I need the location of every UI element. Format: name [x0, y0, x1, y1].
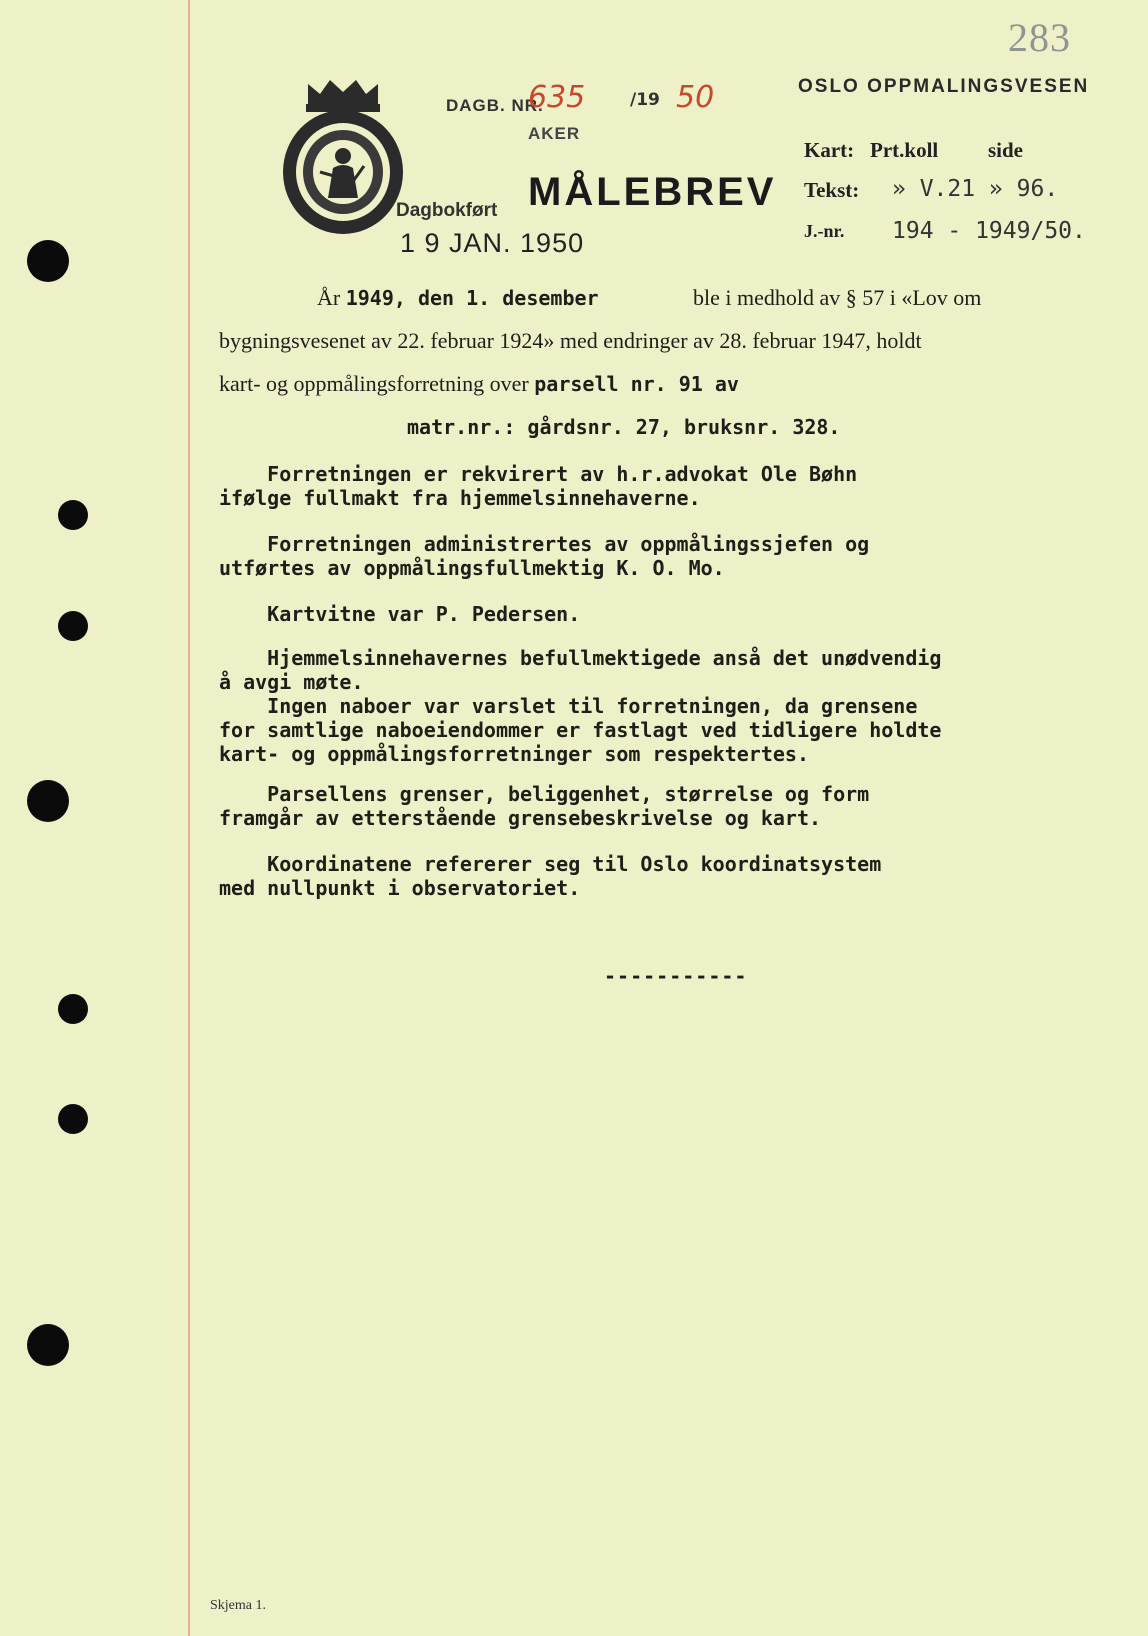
text-line: for samtlige naboeiendommer er fastlagt ved tidligere holdte [219, 718, 942, 742]
intro-line-1 [219, 276, 1079, 319]
dagb-label: DAGB. NR. [446, 96, 544, 115]
kart-value: Prt.koll [870, 138, 939, 162]
dagb-year: 50 [676, 80, 715, 115]
jnr-label: J.-nr. [804, 221, 845, 241]
intro-line-3 [219, 362, 1079, 405]
punch-hole [27, 1324, 69, 1366]
text-line: Kartvitne var P. Pedersen. [219, 602, 581, 626]
dagb-separator: /19 [630, 90, 660, 110]
kart-label: Kart: [804, 138, 855, 162]
text-line: utførtes av oppmålingsfullmektig K. O. Mo. [219, 556, 725, 580]
intro-line-1-rest: ble i medhold av § 57 i «Lov om [693, 285, 982, 310]
paragraph-naboer [219, 646, 1089, 766]
matr-number: matr.nr.: gårdsnr. 27, bruksnr. 328. [407, 415, 841, 439]
paragraph-kartvitne [219, 602, 1089, 626]
paragraph-grenser [219, 782, 1089, 830]
oslo-seal-icon [278, 76, 408, 238]
text-line: Hjemmelsinnehavernes befullmektigede anså det unødvendig [219, 646, 942, 670]
text-line: framgår av etterstående grensebeskrivelse og kart. [219, 806, 822, 830]
document-title: MÅLEBREV [528, 170, 777, 214]
meta-tekst-row [804, 176, 1059, 203]
text-line: Forretningen er rekvirert av h.r.advokat Ole Bøhn [219, 462, 858, 486]
paragraph-koordinater [219, 852, 1089, 900]
intro-line-3-text: kart- og oppmålingsforretning over [219, 371, 535, 396]
intro-paragraph [219, 276, 1079, 448]
intro-line-2: bygningsvesenet av 22. februar 1924» med endringer av 28. februar 1947, holdt [219, 328, 922, 353]
office-name: OSLO OPPMALINGSVESEN [798, 76, 1090, 97]
punch-hole [58, 500, 88, 530]
intro-ar: År [317, 285, 346, 310]
tekst-label: Tekst: [804, 178, 860, 202]
stamp-date: 1 9 JAN. 1950 [400, 228, 585, 258]
punch-hole [58, 1104, 88, 1134]
punch-hole [27, 780, 69, 822]
intro-date: , den 1. desember [393, 286, 599, 310]
punch-hole [27, 240, 69, 282]
punch-hole [58, 994, 88, 1024]
text-line: med nullpunkt i observatoriet. [219, 876, 581, 900]
paragraph-rekvirert [219, 462, 1089, 510]
parsell-number: parsell nr. 91 av [534, 372, 739, 396]
stamp-label: Dagbokført [396, 200, 498, 221]
margin-line [188, 0, 190, 1636]
text-line: Parsellens grenser, beliggenhet, størrelse og form [219, 782, 870, 806]
separator-line: ----------- [604, 964, 748, 988]
form-label: Skjema 1. [210, 1598, 266, 1613]
paragraph-administrert [219, 532, 1089, 580]
side-label: side [988, 138, 1024, 162]
text-line: å avgi møte. [219, 670, 364, 694]
meta-jnr-row [804, 218, 1086, 244]
intro-year: 1949 [345, 286, 394, 310]
text-line: ifølge fullmakt fra hjemmelsinnehaverne. [219, 486, 701, 510]
dagb-number: 635 [528, 80, 586, 115]
text-line: Forretningen administrertes av oppmålingssjefen og [219, 532, 870, 556]
tekst-value: » V.21 » 96. [892, 176, 1059, 202]
intro-line-4 [219, 405, 1079, 448]
text-line: Ingen naboer var varslet til forretningen, da grensene [219, 694, 918, 718]
text-line: Koordinatene refererer seg til Oslo koordinatsystem [219, 852, 882, 876]
page-number: 283 [1008, 15, 1071, 60]
aker-label: AKER [528, 124, 581, 143]
jnr-value: 194 - 1949/50. [892, 218, 1086, 244]
meta-kart-row [804, 138, 1024, 163]
punch-hole [58, 611, 88, 641]
text-line: kart- og oppmålingsforretninger som respektertes. [219, 742, 810, 766]
